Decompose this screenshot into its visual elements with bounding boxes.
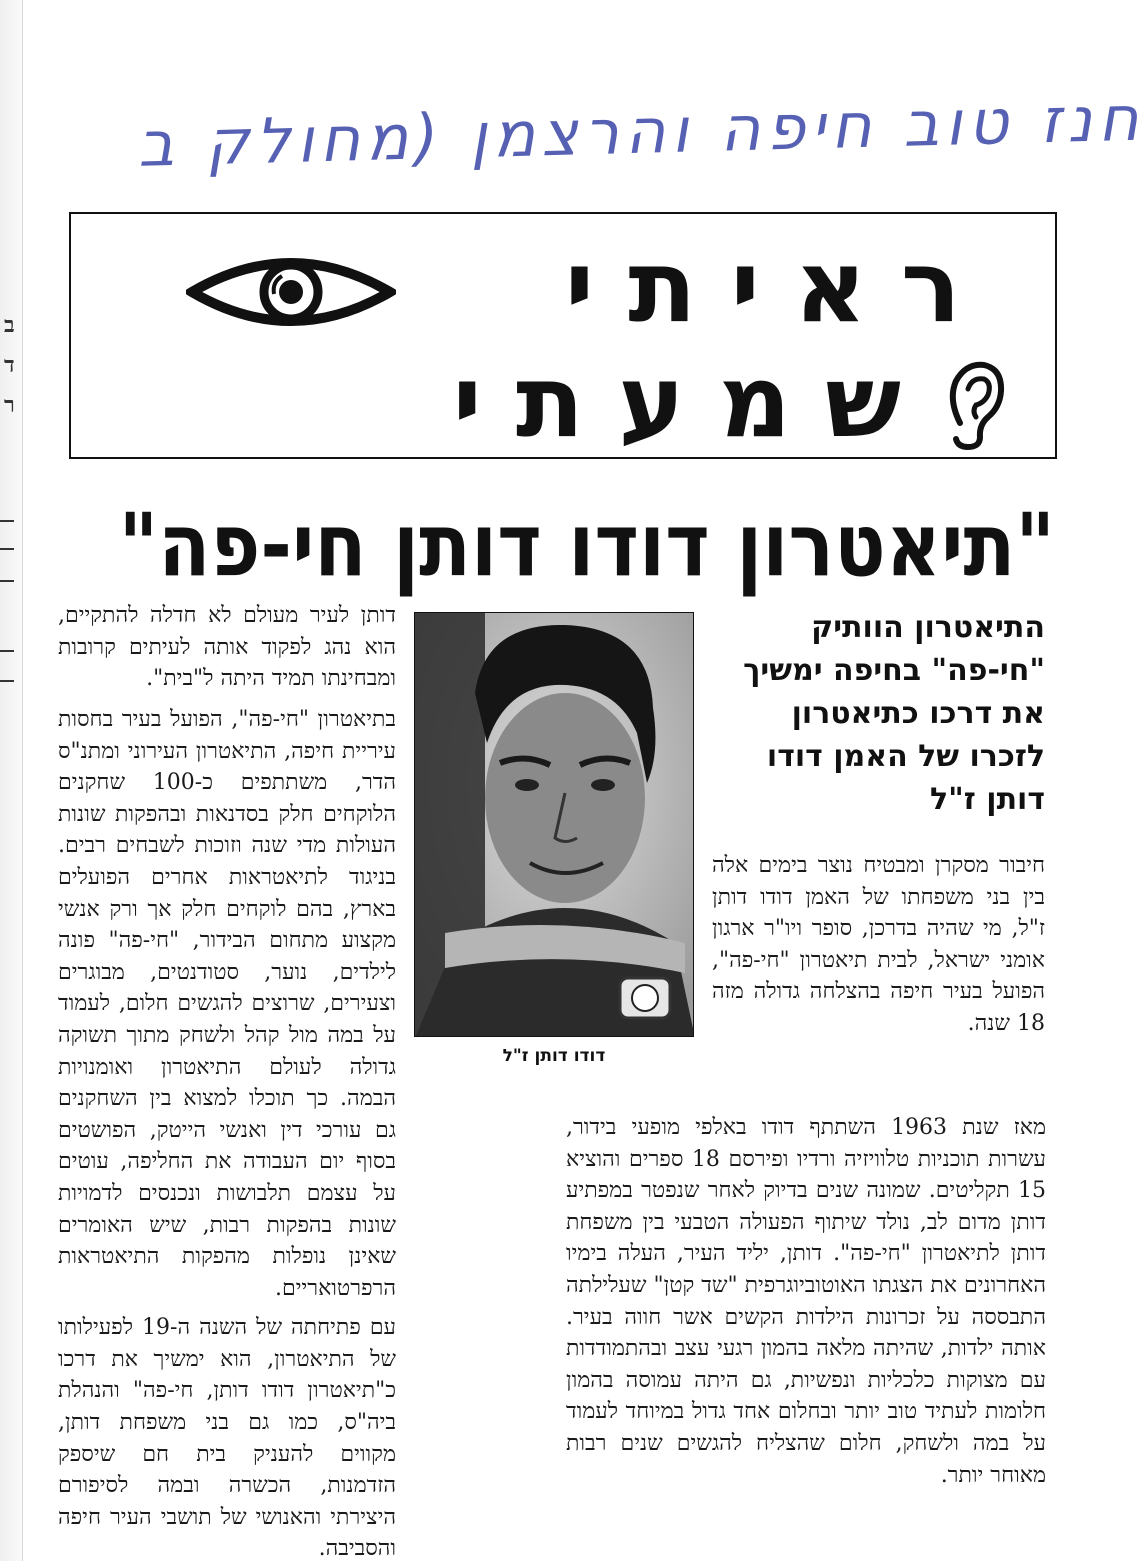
portrait-image	[415, 613, 694, 1037]
margin-fragment: ר	[4, 392, 15, 418]
banner-row-heard	[71, 343, 1055, 460]
margin-fragment: ב	[4, 312, 15, 338]
column-banner	[69, 212, 1057, 459]
article-paragraph: דותן לעיר מעולם לא חדלה להתקיים, הוא נהג לפקוד אותה לעיתים קרובות ומבחינתו תמיד היתה ל"בית".	[58, 603, 396, 692]
article-column-left-lower	[58, 704, 396, 1565]
margin-fragment	[0, 520, 14, 522]
handwritten-note: חנז טוב חיפה והרצמן (מחולק ב	[137, 81, 1146, 181]
article-headline: "תיאטרון דודו דותן חי-פה"	[118, 493, 1055, 597]
banner-word-seen: ראיתי	[564, 228, 995, 345]
banner-word-heard: שמעתי	[452, 343, 935, 460]
article-column-right	[712, 850, 1045, 1040]
scan-margin	[0, 0, 23, 1561]
margin-fragment: ד	[4, 352, 15, 378]
article-paragraph: בתיאטרון "חי-פה", הפועל בעיר בחסות עיריית חיפה, התיאטרון העירוני ומתנ"ס הדר, משתתפים כ-100 שחקנים הלוקחים חלק בסדנאות ובהפקות שונות העולות מדי שנה וזוכות לשבחים רבים. בניגוד לתיאטראות אחרים הפועלים בארץ, בהם לוקחים חלק אך ורק אנשי מקצוע מתחום הבידור, "חי-פה" פונה לילדים, נוער, סטודנטים, מבוגרים וצעירים, שרוצים להגשים חלום, לעמוד על במה מול קהל ולשחק מתוך תשוקה גדולה לעולם התיאטרון ואומנויות הבמה. כך תוכלו למצוא בין השחקנים גם עורכי דין ואנשי הייטק, הפושטים בסוף יום העבודה את החליפה, עוטים על עצמם תלבושות ונכנסים לדמויות שונות בהפקות רבות, שיש האומרים שאינן נופלות מהפקות התיאטראות הרפרטואריים.	[58, 707, 396, 1301]
article-column-left	[58, 600, 396, 695]
article-paragraph: מאז שנת 1963 השתתף דודו באלפי מופעי בידור, עשרות תוכניות טלוויזיה ורדיו ופירסם 18 ספרים והוציא 15 תקליטים. שמונה שנים בדיוק לאחר שנפטר במפתיע דותן מדום לב, נולד שיתוף הפעולה הטבעי בין משפחת דותן לתיאטרון "חי-פה". דותן, יליד העיר, העלה בימיו האחרונים את הצגתו האוטוביוגרפית "שד קטן" שעלילתה התבססה על זכרונות הילדות הקשים אשר חווה בעיר. אותה ילדות, שהיתה מלאה בהמון רגעי עצב ובהתמודדות עם מצוקות כלכליות ונפשיות, גם היתה עמוסה בהמון חלומות לעתיד טוב יותר ובחלום אחד גדול במיוחד לעמוד על במה ולשחק, חלום שהצליח להגשים שנים רבות מאוחר יותר.	[566, 1115, 1046, 1488]
margin-fragment	[0, 548, 14, 550]
ear-icon	[946, 359, 1006, 451]
photo-caption: דודו דותן ז"ל	[502, 1046, 606, 1066]
margin-fragment	[0, 650, 14, 652]
article-subheadline: התיאטרון הוותיק "חי-פה" בחיפה ימשיך את דרכו כתיאטרון לזכרו של האמן דודו דותן ז"ל	[743, 610, 1045, 817]
article-column-right-lower	[566, 1112, 1046, 1491]
eye-icon	[186, 252, 396, 332]
portrait-photo	[414, 612, 694, 1037]
margin-fragment	[0, 580, 14, 582]
article-paragraph: עם פתיחתה של השנה ה-19 לפעילותו של התיאטרון, הוא ימשיך את דרכו כ"תיאטרון דודו דותן, חי-פה" והנהלת ביה"ס, כמו גם בני משפחת דותן, מקווים להעניק בית חם שיספק הזדמנות, הכשרה ובמה לסיפורם היצירתי והאנושי של תושבי העיר חיפה והסביבה.	[58, 1315, 397, 1562]
banner-row-seen	[71, 228, 1055, 345]
margin-fragment	[0, 680, 14, 682]
article-paragraph: חיבור מסקרן ומבטיח נוצר בימים אלה בין בני משפחתו של האמן דודו דותן ז"ל, מי שהיה בדרכן, סופר ויו"ר ארגון אומני ישראל, לבית תיאטרון "חי-פה", הפועל בעיר חיפה בהצלחה גדולה מזה 18 שנה.	[712, 853, 1045, 1036]
